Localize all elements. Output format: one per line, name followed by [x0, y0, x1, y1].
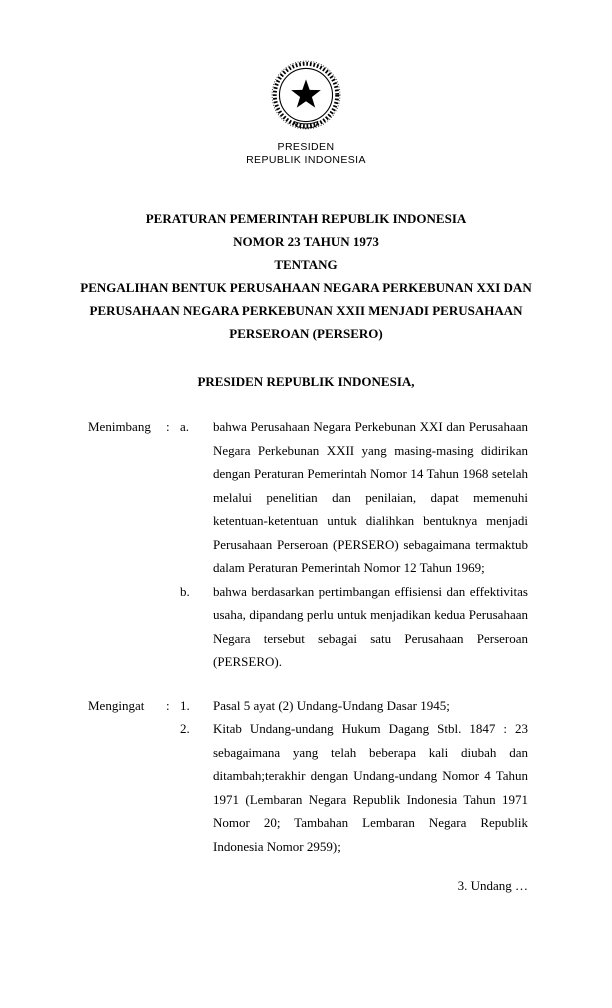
section-label: Menimbang: [88, 419, 151, 434]
item-text: bahwa Perusahaan Negara Perkebunan XXI dan Perusahaan Negara Perkebunan XXII yang masing-masing didirikan dengan Peraturan Pemerintah Nomor 14 Tahun 1968 setelah melalui penelitian dan penilaian, dapat memenuhi ketentuan-ketentuan untuk dialihkan bentuknya menjadi Perusahaan Perseroan (PERSERO) sebagaimana termaktub dalam Peraturan Pemerintah Nomor 12 Tahun 1969;: [213, 419, 528, 575]
salutation: PRESIDEN REPUBLIK INDONESIA,: [197, 374, 415, 389]
title-line-4: PENGALIHAN BENTUK PERUSAHAAN NEGARA PERKEBUNAN XXI DAN: [80, 280, 532, 295]
section-colon: :: [166, 419, 170, 434]
section-mengingat: [88, 694, 528, 859]
item-marker: b.: [180, 583, 190, 599]
title-line-5: PERUSAHAAN NEGARA PERKEBUNAN XXII MENJADI PERUSAHAAN: [89, 303, 523, 318]
title-line-3: TENTANG: [274, 257, 338, 272]
mengingat-item-2: [88, 717, 528, 858]
institution-name-line2: REPUBLIK INDONESIA: [246, 154, 366, 166]
seal-area: [0, 0, 612, 167]
section-menimbang: [88, 415, 528, 674]
title-line-2: NOMOR 23 TAHUN 1973: [233, 234, 379, 249]
regulation-title: [0, 207, 612, 345]
catchword: 3. Undang …: [457, 878, 528, 893]
document-body: [0, 415, 612, 858]
mengingat-item-1: [88, 694, 528, 718]
section-label: Mengingat: [88, 697, 145, 713]
menimbang-item-a: [88, 415, 528, 580]
section-colon: :: [166, 697, 170, 713]
item-marker: 2.: [180, 721, 190, 736]
item-text: Kitab Undang-undang Hukum Dagang Stbl. 1847 : 23 sebagaimana yang telah beberapa kali diubah dan ditambah;terakhir dengan Undang-undang Nomor 4 Tahun 1971 (Lembaran Negara Republik Indonesia Tahun 1971 Nomor 20; Tambahan Lembaran Negara Republik Indonesia Nomor 2959);: [213, 721, 528, 854]
title-line-6: PERSEROAN (PERSERO): [229, 326, 383, 341]
state-emblem-icon: [267, 56, 345, 134]
item-marker: a.: [180, 419, 190, 434]
institution-name-line1: PRESIDEN: [277, 141, 335, 153]
menimbang-item-b: [88, 580, 528, 674]
item-text: bahwa berdasarkan pertimbangan effisiensi dan effektivitas usaha, dipandang perlu untuk menjadikan kedua Perusahaan Negara tersebut sebagai satu Perusahaan Perseroan (PERSERO).: [213, 583, 528, 669]
title-line-1: PERATURAN PEMERINTAH REPUBLIK INDONESIA: [145, 211, 467, 226]
item-text: Pasal 5 ayat (2) Undang-Undang Dasar 1945;: [213, 697, 450, 713]
item-marker: 1.: [180, 697, 190, 713]
